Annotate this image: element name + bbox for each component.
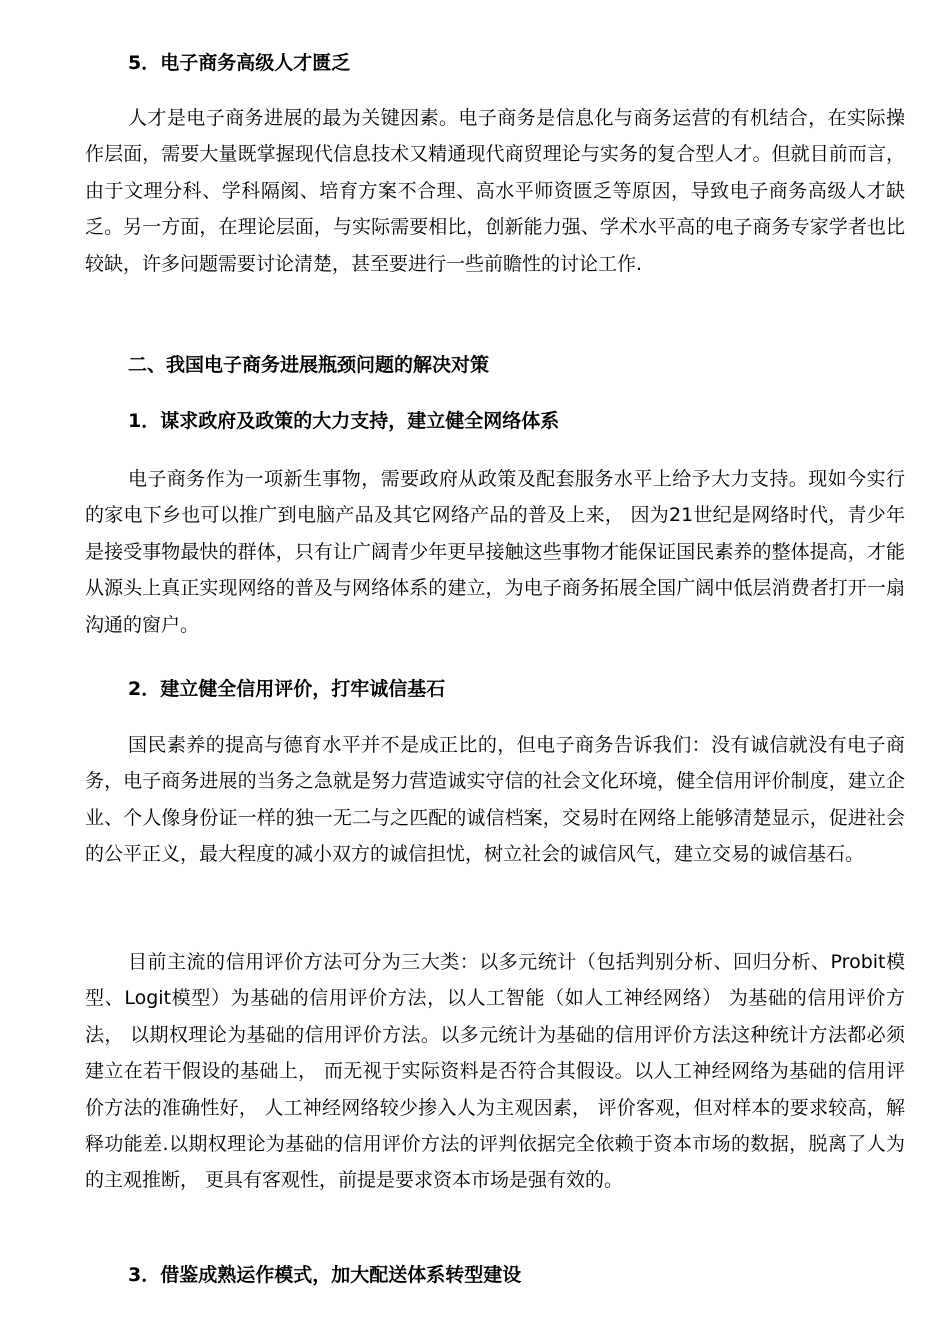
section-heading-talent-shortage: 5．电子商务高级人才匮乏 — [128, 52, 351, 74]
paragraph-government-support: 电子商务作为一项新生事物，需要政府从政策及配套服务水平上给予大力支持。现如今实行的家电下乡也可以推广到电脑产品及其它网络产品的普及上来， 因为21世纪是网络时代，青少年是接受事物最快的群体，只有让广阔青少年更早接触这些事物才能保证国民素养的整体提高，才能从源头上真正实现网络的普及与网络体系的建立，为电子商务拓展全国广阔中低层消费者打开一扇沟通的窗户。 — [85, 468, 905, 636]
section-heading-distribution-system: 3．借鉴成熟运作模式，加大配送体系转型建设 — [128, 1264, 522, 1286]
section-heading-government-support: 1．谋求政府及政策的大力支持，建立健全网络体系 — [128, 410, 560, 432]
paragraph-credit-integrity: 国民素养的提高与德育水平并不是成正比的，但电子商务告诉我们：没有诚信就没有电子商务，电子商务进展的当务之急就是努力营造诚实守信的社会文化环境，健全信用评价制度，建立企业、个人像身份证一样的独一无二与之匹配的诚信档案，交易时在网络上能够清楚显示，促进社会的公平正义，最大程度的减小双方的诚信担忧，树立社会的诚信风气，建立交易的诚信基石。 — [85, 734, 905, 866]
section-heading-solutions: 二、我国电子商务进展瓶颈问题的解决对策 — [128, 354, 490, 376]
section-heading-credit-evaluation: 2．建立健全信用评价，打牢诚信基石 — [128, 678, 446, 700]
paragraph-credit-methods: 目前主流的信用评价方法可分为三大类：以多元统计（包括判别分析、回归分析、Probit模型、Logit模型）为基础的信用评价方法，以人工智能（如人工神经网络） 为基础的信用评价方法， 以期权理论为基础的信用评价方法。以多元统计为基础的信用评价方法这种统计方法都必须建立在若干假设的基础上， 而无视于实际资料是否符合其假设。以人工神经网络为基础的信用评价方法的准确性好， 人工神经网络较少掺入人为主观因素， 评价客观，但对样本的要求较高，解释功能差.以期权理论为基础的信用评价方法的评判依据完全依赖于资本市场的数据，脱离了人为的主观推断， 更具有客观性，前提是要求资本市场是强有效的。 — [85, 951, 905, 1192]
paragraph-talent-shortage: 人才是电子商务进展的最为关键因素。电子商务是信息化与商务运营的有机结合，在实际操作层面，需要大量既掌握现代信息技术又精通现代商贸理论与实务的复合型人才。但就目前而言，由于文理分科、学科隔阂、培育方案不合理、高水平师资匮乏等原因，导致电子商务高级人才缺乏。另一方面，在理论层面，与实际需要相比，创新能力强、学术水平高的电子商务专家学者也比较缺，许多问题需要讨论清楚，甚至要进行一些前瞻性的讨论工作. — [85, 107, 905, 275]
